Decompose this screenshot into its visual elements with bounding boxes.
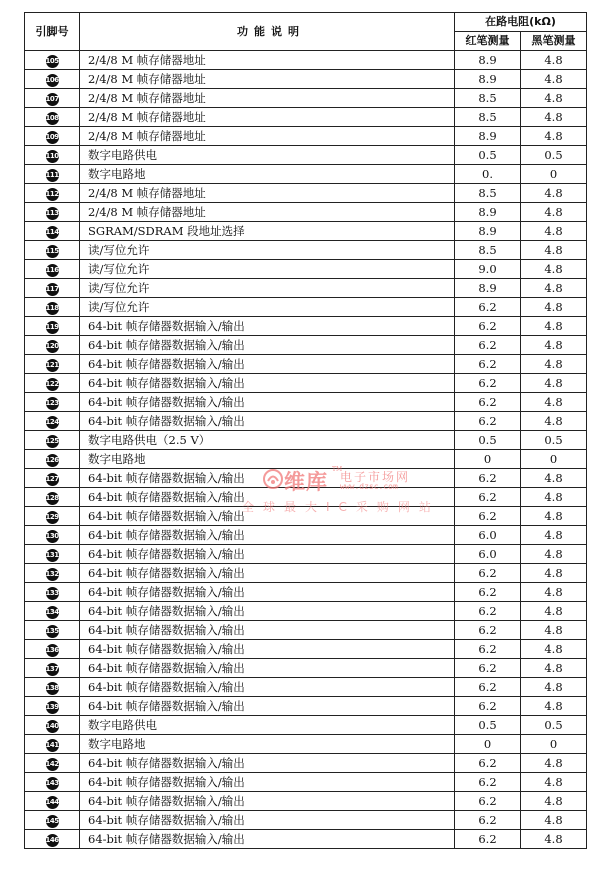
red-probe-value: 8.9 — [455, 51, 521, 70]
pin-number-badge: 114 — [46, 226, 59, 239]
pin-number-badge: 123 — [46, 397, 59, 410]
function-cell: 2/4/8 M 帧存储器地址 — [80, 184, 455, 203]
pin-number-badge: 130 — [46, 530, 59, 543]
red-probe-value: 6.2 — [455, 583, 521, 602]
black-probe-value: 4.8 — [521, 488, 587, 507]
pin-number-badge: 136 — [46, 644, 59, 657]
pin-number-badge: 107 — [46, 93, 59, 106]
pin-number-badge: 113 — [46, 207, 59, 220]
table-row — [25, 298, 587, 317]
black-probe-value: 0.5 — [521, 716, 587, 735]
table-row — [25, 184, 587, 203]
table-row — [25, 564, 587, 583]
red-probe-value: 6.2 — [455, 678, 521, 697]
table-row — [25, 507, 587, 526]
black-probe-value: 0 — [521, 165, 587, 184]
pin-number-badge: 120 — [46, 340, 59, 353]
pin-number-badge: 145 — [46, 815, 59, 828]
pin-number-cell — [25, 70, 80, 89]
table-row — [25, 450, 587, 469]
pin-number-cell — [25, 716, 80, 735]
table-row — [25, 222, 587, 241]
black-probe-value: 4.8 — [521, 203, 587, 222]
table-row — [25, 716, 587, 735]
function-cell: 64-bit 帧存储器数据输入/输出 — [80, 412, 455, 431]
function-cell: 64-bit 帧存储器数据输入/输出 — [80, 507, 455, 526]
pin-number-cell — [25, 450, 80, 469]
red-probe-value: 0.5 — [455, 146, 521, 165]
black-probe-value: 4.8 — [521, 469, 587, 488]
pin-number-cell — [25, 412, 80, 431]
red-probe-value: 8.5 — [455, 184, 521, 203]
red-probe-value: 8.5 — [455, 89, 521, 108]
function-cell: 64-bit 帧存储器数据输入/输出 — [80, 678, 455, 697]
black-probe-value: 4.8 — [521, 621, 587, 640]
table-row — [25, 127, 587, 146]
red-probe-value: 0.5 — [455, 716, 521, 735]
pin-number-badge: 138 — [46, 682, 59, 695]
function-cell: 2/4/8 M 帧存储器地址 — [80, 108, 455, 127]
table-row — [25, 678, 587, 697]
pin-number-badge: 119 — [46, 321, 59, 334]
black-probe-value: 4.8 — [521, 51, 587, 70]
red-probe-value: 6.2 — [455, 621, 521, 640]
black-probe-value: 4.8 — [521, 792, 587, 811]
black-probe-value: 4.8 — [521, 811, 587, 830]
pin-number-badge: 140 — [46, 720, 59, 733]
function-cell: 64-bit 帧存储器数据输入/输出 — [80, 488, 455, 507]
pin-number-cell — [25, 811, 80, 830]
function-cell: 64-bit 帧存储器数据输入/输出 — [80, 773, 455, 792]
table-row — [25, 70, 587, 89]
red-probe-value: 6.2 — [455, 564, 521, 583]
function-cell: 2/4/8 M 帧存储器地址 — [80, 89, 455, 108]
pin-number-cell — [25, 659, 80, 678]
table-row — [25, 621, 587, 640]
table-row — [25, 773, 587, 792]
function-cell: 64-bit 帧存储器数据输入/输出 — [80, 393, 455, 412]
function-cell: 数字电路地 — [80, 165, 455, 184]
function-cell: 2/4/8 M 帧存储器地址 — [80, 51, 455, 70]
pin-number-cell — [25, 298, 80, 317]
pin-number-header: 引脚号 — [25, 13, 80, 51]
pin-number-cell — [25, 697, 80, 716]
table-row — [25, 108, 587, 127]
black-probe-value: 4.8 — [521, 298, 587, 317]
function-cell: 64-bit 帧存储器数据输入/输出 — [80, 564, 455, 583]
function-cell: 数字电路供电（2.5 V） — [80, 431, 455, 450]
function-cell: 64-bit 帧存储器数据输入/输出 — [80, 621, 455, 640]
black-probe-value: 4.8 — [521, 336, 587, 355]
pin-number-cell — [25, 146, 80, 165]
pin-number-cell — [25, 222, 80, 241]
function-cell: 64-bit 帧存储器数据输入/输出 — [80, 640, 455, 659]
function-cell: 2/4/8 M 帧存储器地址 — [80, 203, 455, 222]
table-row — [25, 412, 587, 431]
function-cell: 2/4/8 M 帧存储器地址 — [80, 127, 455, 146]
table-row — [25, 317, 587, 336]
pin-number-badge: 142 — [46, 758, 59, 771]
black-probe-header: 黑笔测量 — [521, 32, 587, 51]
table-row — [25, 393, 587, 412]
function-cell: 2/4/8 M 帧存储器地址 — [80, 70, 455, 89]
red-probe-value: 6.0 — [455, 545, 521, 564]
table-row — [25, 51, 587, 70]
function-cell: 64-bit 帧存储器数据输入/输出 — [80, 830, 455, 849]
pin-number-badge: 146 — [46, 834, 59, 847]
pin-number-badge: 131 — [46, 549, 59, 562]
function-cell: 64-bit 帧存储器数据输入/输出 — [80, 336, 455, 355]
pin-number-badge: 128 — [46, 492, 59, 505]
black-probe-value: 4.8 — [521, 317, 587, 336]
pin-number-cell — [25, 279, 80, 298]
black-probe-value: 4.8 — [521, 184, 587, 203]
function-cell: 64-bit 帧存储器数据输入/输出 — [80, 545, 455, 564]
black-probe-value: 0.5 — [521, 431, 587, 450]
black-probe-value: 4.8 — [521, 260, 587, 279]
pin-number-cell — [25, 165, 80, 184]
pin-number-badge: 116 — [46, 264, 59, 277]
black-probe-value: 4.8 — [521, 754, 587, 773]
table-row — [25, 545, 587, 564]
pin-resistance-table — [24, 12, 587, 849]
function-cell: 读/写位允许 — [80, 241, 455, 260]
table-row — [25, 469, 587, 488]
table-row — [25, 697, 587, 716]
black-probe-value: 4.8 — [521, 374, 587, 393]
black-probe-value: 4.8 — [521, 545, 587, 564]
black-probe-value: 4.8 — [521, 70, 587, 89]
table-row — [25, 830, 587, 849]
pin-number-cell — [25, 260, 80, 279]
red-probe-value: 8.9 — [455, 279, 521, 298]
pin-number-cell — [25, 374, 80, 393]
function-cell: 数字电路地 — [80, 450, 455, 469]
table-row — [25, 754, 587, 773]
watermark-url: www.dzsc.com — [340, 482, 398, 491]
black-probe-value: 0.5 — [521, 146, 587, 165]
pin-number-cell — [25, 678, 80, 697]
pin-number-badge: 111 — [46, 169, 59, 182]
red-probe-value: 0 — [455, 450, 521, 469]
pin-number-badge: 110 — [46, 150, 59, 163]
pin-number-cell — [25, 773, 80, 792]
pin-number-badge: 112 — [46, 188, 59, 201]
pin-number-cell — [25, 469, 80, 488]
black-probe-value: 4.8 — [521, 659, 587, 678]
table-row — [25, 640, 587, 659]
table-row — [25, 279, 587, 298]
black-probe-value: 4.8 — [521, 640, 587, 659]
black-probe-value: 4.8 — [521, 412, 587, 431]
pin-number-cell — [25, 355, 80, 374]
red-probe-value: 6.2 — [455, 393, 521, 412]
table-row — [25, 260, 587, 279]
red-probe-value: 8.9 — [455, 127, 521, 146]
red-probe-value: 6.2 — [455, 317, 521, 336]
function-cell: 64-bit 帧存储器数据输入/输出 — [80, 317, 455, 336]
function-cell: 读/写位允许 — [80, 260, 455, 279]
function-cell: 数字电路供电 — [80, 146, 455, 165]
black-probe-value: 4.8 — [521, 697, 587, 716]
pin-number-cell — [25, 640, 80, 659]
black-probe-value: 4.8 — [521, 108, 587, 127]
red-probe-value: 8.9 — [455, 70, 521, 89]
pin-number-cell — [25, 545, 80, 564]
function-cell: 数字电路供电 — [80, 716, 455, 735]
red-probe-value: 8.5 — [455, 241, 521, 260]
black-probe-value: 4.8 — [521, 507, 587, 526]
pin-number-badge: 125 — [46, 435, 59, 448]
table-row — [25, 659, 587, 678]
resistance-header: 在路电阻(kΩ) — [455, 13, 587, 32]
pin-number-badge: 117 — [46, 283, 59, 296]
watermark-brand: 维库 — [284, 470, 328, 494]
table-header-row — [25, 13, 587, 32]
red-probe-value: 0 — [455, 735, 521, 754]
table-row — [25, 355, 587, 374]
black-probe-value: 4.8 — [521, 127, 587, 146]
function-cell: 64-bit 帧存储器数据输入/输出 — [80, 659, 455, 678]
watermark-slogan: 全球最大IC采购网站 — [242, 500, 440, 514]
table-row — [25, 431, 587, 450]
function-cell: 64-bit 帧存储器数据输入/输出 — [80, 355, 455, 374]
pin-number-badge: 143 — [46, 777, 59, 790]
pin-number-badge: 127 — [46, 473, 59, 486]
red-probe-value: 6.2 — [455, 469, 521, 488]
function-cell: 64-bit 帧存储器数据输入/输出 — [80, 583, 455, 602]
table-row — [25, 165, 587, 184]
function-cell: SGRAM/SDRAM 段地址选择 — [80, 222, 455, 241]
watermark-cn-name: 电子市场网 — [340, 470, 411, 484]
function-cell: 64-bit 帧存储器数据输入/输出 — [80, 754, 455, 773]
red-probe-value: 6.2 — [455, 488, 521, 507]
table-body — [25, 51, 587, 849]
red-probe-value: 6.2 — [455, 697, 521, 716]
function-cell: 64-bit 帧存储器数据输入/输出 — [80, 602, 455, 621]
table-row — [25, 203, 587, 222]
pin-number-badge: 109 — [46, 131, 59, 144]
red-probe-value: 6.2 — [455, 811, 521, 830]
table-row — [25, 241, 587, 260]
red-probe-value: 6.2 — [455, 792, 521, 811]
pin-number-badge: 106 — [46, 74, 59, 87]
pin-number-cell — [25, 507, 80, 526]
table-row — [25, 374, 587, 393]
red-probe-value: 8.5 — [455, 108, 521, 127]
pin-number-cell — [25, 754, 80, 773]
pin-number-cell — [25, 89, 80, 108]
pin-number-badge: 129 — [46, 511, 59, 524]
pin-number-badge: 137 — [46, 663, 59, 676]
red-probe-value: 6.2 — [455, 640, 521, 659]
red-probe-value: 6.2 — [455, 659, 521, 678]
black-probe-value: 4.8 — [521, 241, 587, 260]
pin-number-cell — [25, 602, 80, 621]
black-probe-value: 4.8 — [521, 564, 587, 583]
table-row — [25, 526, 587, 545]
pin-number-badge: 108 — [46, 112, 59, 125]
function-header: 功能说明 — [80, 13, 455, 51]
black-probe-value: 4.8 — [521, 830, 587, 849]
pin-number-cell — [25, 792, 80, 811]
pin-number-cell — [25, 241, 80, 260]
red-probe-value: 6.2 — [455, 507, 521, 526]
function-cell: 读/写位允许 — [80, 279, 455, 298]
red-probe-value: 6.2 — [455, 374, 521, 393]
table-row — [25, 336, 587, 355]
red-probe-value: 8.9 — [455, 222, 521, 241]
black-probe-value: 4.8 — [521, 355, 587, 374]
pin-number-badge: 105 — [46, 55, 59, 68]
red-probe-value: 6.2 — [455, 602, 521, 621]
watermark-trademark: TM — [332, 466, 343, 473]
pin-number-cell — [25, 735, 80, 754]
function-cell: 64-bit 帧存储器数据输入/输出 — [80, 374, 455, 393]
pin-number-badge: 121 — [46, 359, 59, 372]
red-probe-value: 6.0 — [455, 526, 521, 545]
pin-number-badge: 139 — [46, 701, 59, 714]
table-row — [25, 811, 587, 830]
table-row — [25, 602, 587, 621]
pin-number-cell — [25, 108, 80, 127]
function-cell: 64-bit 帧存储器数据输入/输出 — [80, 697, 455, 716]
black-probe-value: 4.8 — [521, 773, 587, 792]
black-probe-value: 4.8 — [521, 583, 587, 602]
black-probe-value: 0 — [521, 450, 587, 469]
red-probe-value: 6.2 — [455, 336, 521, 355]
black-probe-value: 4.8 — [521, 279, 587, 298]
table-row — [25, 146, 587, 165]
function-cell: 数字电路地 — [80, 735, 455, 754]
pin-number-cell — [25, 830, 80, 849]
table-row — [25, 583, 587, 602]
red-probe-value: 6.2 — [455, 754, 521, 773]
pin-number-badge: 115 — [46, 245, 59, 258]
pin-number-badge: 135 — [46, 625, 59, 638]
red-probe-value: 6.2 — [455, 830, 521, 849]
black-probe-value: 4.8 — [521, 89, 587, 108]
pin-number-cell — [25, 184, 80, 203]
black-probe-value: 0 — [521, 735, 587, 754]
red-probe-value: 6.2 — [455, 412, 521, 431]
table-row — [25, 488, 587, 507]
function-cell: 64-bit 帧存储器数据输入/输出 — [80, 811, 455, 830]
pin-number-badge: 132 — [46, 568, 59, 581]
red-probe-value: 0. — [455, 165, 521, 184]
pin-number-badge: 134 — [46, 606, 59, 619]
table-row — [25, 89, 587, 108]
red-probe-value: 6.2 — [455, 298, 521, 317]
function-cell: 64-bit 帧存储器数据输入/输出 — [80, 469, 455, 488]
black-probe-value: 4.8 — [521, 526, 587, 545]
pin-number-cell — [25, 51, 80, 70]
red-probe-value: 9.0 — [455, 260, 521, 279]
black-probe-value: 4.8 — [521, 602, 587, 621]
table-row — [25, 735, 587, 754]
pin-number-badge: 124 — [46, 416, 59, 429]
pin-number-badge: 118 — [46, 302, 59, 315]
red-probe-value: 6.2 — [455, 773, 521, 792]
pin-number-badge: 133 — [46, 587, 59, 600]
red-probe-value: 6.2 — [455, 355, 521, 374]
pin-number-cell — [25, 317, 80, 336]
red-probe-value: 0.5 — [455, 431, 521, 450]
pin-number-badge: 126 — [46, 454, 59, 467]
black-probe-value: 4.8 — [521, 678, 587, 697]
pin-number-badge: 144 — [46, 796, 59, 809]
function-cell: 64-bit 帧存储器数据输入/输出 — [80, 526, 455, 545]
function-cell: 64-bit 帧存储器数据输入/输出 — [80, 792, 455, 811]
pin-number-cell — [25, 564, 80, 583]
table-row — [25, 792, 587, 811]
pin-number-badge: 122 — [46, 378, 59, 391]
pin-number-cell — [25, 127, 80, 146]
pin-number-cell — [25, 526, 80, 545]
function-cell: 读/写位允许 — [80, 298, 455, 317]
pin-number-cell — [25, 488, 80, 507]
pin-number-cell — [25, 203, 80, 222]
red-probe-header: 红笔测量 — [455, 32, 521, 51]
pin-number-cell — [25, 431, 80, 450]
pin-number-cell — [25, 336, 80, 355]
pin-number-cell — [25, 621, 80, 640]
pin-number-badge: 141 — [46, 739, 59, 752]
pin-number-cell — [25, 393, 80, 412]
black-probe-value: 4.8 — [521, 393, 587, 412]
red-probe-value: 8.9 — [455, 203, 521, 222]
pin-number-cell — [25, 583, 80, 602]
black-probe-value: 4.8 — [521, 222, 587, 241]
